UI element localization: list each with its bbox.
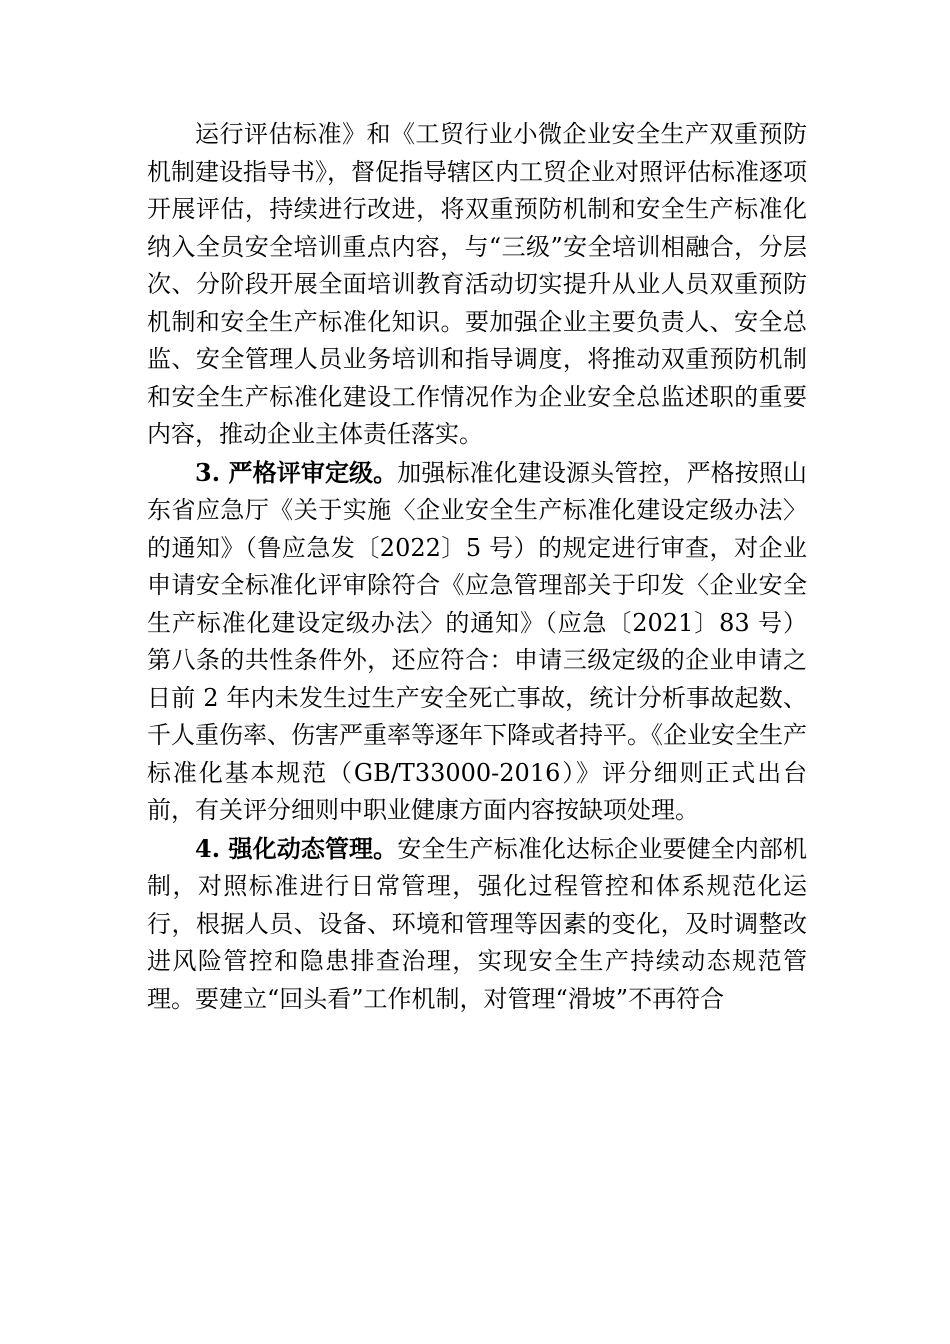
paragraph-text: 安全生产标准化达标企业要健全内部机制，对照标准进行日常管理，强化过程管控和体系规范化运行，根据人员、设备、环境和管理等因素的变化，及时调整改进风险管控和隐患排查治理，实现安全生产持续动态规范管理。要建立“回头看”工作机制，对管理“滑坡”不再符合 xyxy=(147,834,807,1013)
paragraph-dynamic-management xyxy=(147,830,807,1019)
section-heading-review-grading: 3. 严格评审定级。 xyxy=(195,457,398,487)
document-body xyxy=(147,116,807,1018)
paragraph-review-grading xyxy=(147,454,807,830)
paragraph-training xyxy=(147,116,807,454)
paragraph-text: 加强标准化建设源头管控，严格按照山东省应急厅《关于实施〈企业安全生产标准化建设定级办法〉的通知》（鲁应急发〔2022〕5 号）的规定进行审查，对企业申请安全标准化评审除符合《应急管理部关于印发〈企业安全生产标准化建设定级办法〉的通知》（应急〔2021〕83 号）第八条的共性条件外，还应符合：申请三级定级的企业申请之日前 2 年内未发生过生产安全死亡事故，统计分析事故起数、千人重伤率、伤害严重率等逐年下降或者持平。《企业安全生产标准化基本规范（GB/T33000-2016）》评分细则正式出台前，有关评分细则中职业健康方面内容按缺项处理。 xyxy=(147,458,807,824)
section-heading-dynamic-management: 4. 强化动态管理。 xyxy=(195,833,398,863)
paragraph-text: 运行评估标准》和《工贸行业小微企业安全生产双重预防机制建设指导书》，督促指导辖区内工贸企业对照评估标准逐项开展评估，持续进行改进，将双重预防机制和安全生产标准化纳入全员安全培训重点内容，与“三级”安全培训相融合，分层次、分阶段开展全面培训教育活动切实提升从业人员双重预防机制和安全生产标准化知识。要加强企业主要负责人、安全总监、安全管理人员业务培训和指导调度，将推动双重预防机制和安全生产标准化建设工作情况作为企业安全总监述职的重要内容，推动企业主体责任落实。 xyxy=(147,120,807,448)
